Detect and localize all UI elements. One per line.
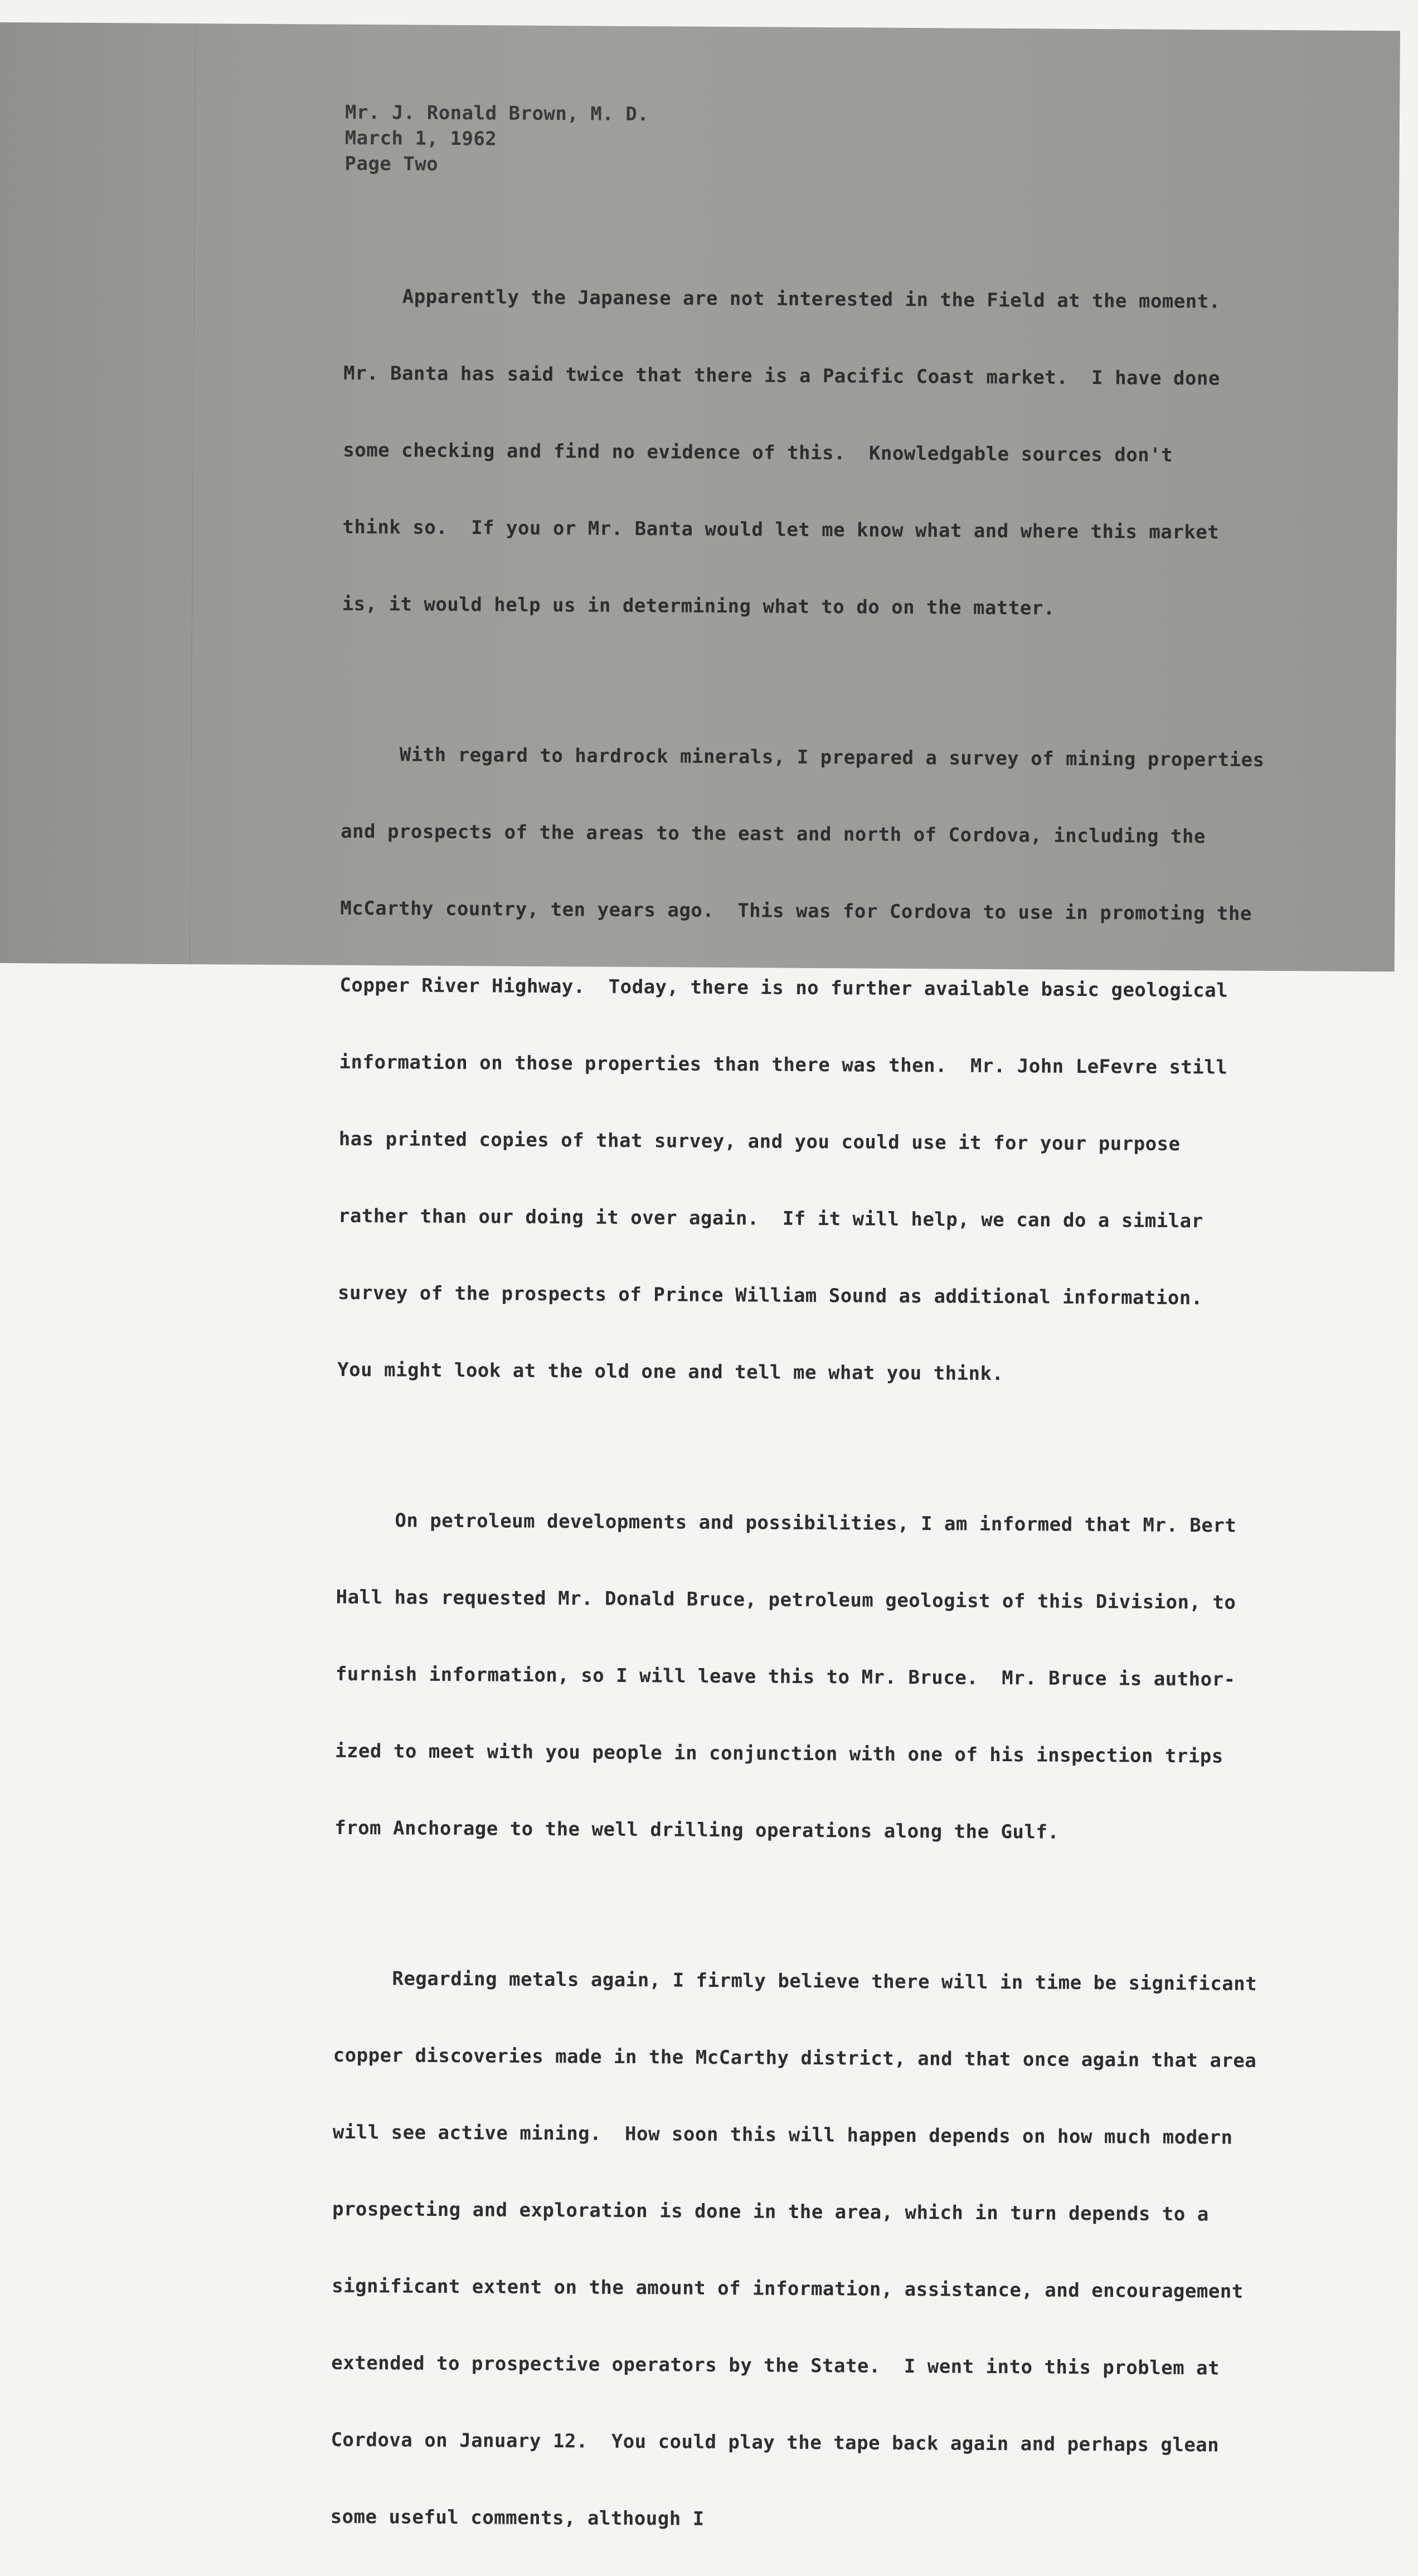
paragraph-japanese-market [342,232,1348,674]
text-line: extended to prospective operators by the State. I went into this problem at [331,2351,1220,2380]
letter-header [344,100,1348,183]
text-line: rather than our doing it over again. If it will help, we can do a similar [338,1204,1203,1233]
text-line: Mr. Banta has said twice that there is a Pacific Coast market. I have done [343,362,1220,390]
text-line: from Anchorage to the well drilling operations along the Gulf. [334,1816,1060,1844]
recipient-line: Mr. J. Ronald Brown, M. D. [344,101,649,126]
text-line: On petroleum developments and possibilities, I am informed that Mr. Bert [336,1509,1237,1537]
text-line: think so. If you or Mr. Banta would let me know what and where this market [342,516,1220,544]
text-line: will see active mining. How soon this will happen depends on how much modern [332,2121,1233,2149]
page-number-line: Page Two [344,152,439,176]
text-line: has printed copies of that survey, and you could use it for your purpose [338,1127,1181,1155]
text-line: copper discoveries made in the McCarthy district, and that once again that area [333,2044,1257,2072]
text-line: Hall has requested Mr. Donald Bruce, petroleum geologist of this Division, to [336,1586,1236,1614]
text-line: Copper River Highway. Today, there is no further available basic geological [339,974,1228,1002]
text-line: prospecting and exploration is done in the area, which in turn depends to a [332,2198,1209,2226]
paragraph-metals [330,1914,1337,2576]
paragraph-hardrock-minerals [337,691,1345,1440]
text-line: You might look at the old one and tell me what you think. [337,1358,1004,1386]
paragraph-petroleum [334,1456,1341,1898]
text-line: Apparently the Japanese are not interested in the Field at the moment. [343,285,1221,313]
text-line: Cordova on January 12. You could play the tape back again and perhaps glean [331,2428,1220,2457]
text-line: some checking and find no evidence of this. Knowledgable sources don't [343,439,1173,466]
text-line: information on those properties than there was then. Mr. John LeFevre still [339,1051,1228,1079]
text-line: is, it would help us in determining what to do on the matter. [342,592,1055,620]
text-line: With regard to hardrock minerals, I prepared a survey of mining properties [341,743,1265,771]
letter-sheet [0,22,1400,2530]
text-line: Regarding metals again, I firmly believe there will in time be significant [333,1967,1257,1995]
text-line: survey of the prospects of Prince William Sound as additional information. [337,1281,1203,1310]
text-line: significant extent on the amount of information, assistance, and encouragement [332,2274,1244,2303]
text-line: McCarthy country, ten years ago. This was for Cordova to use in promoting the [340,897,1252,925]
text-line: furnish information, so I will leave this to Mr. Bruce. Mr. Bruce is author- [335,1663,1236,1691]
letter-body [330,100,1348,2576]
text-line: and prospects of the areas to the east and north of Cordova, including the [341,820,1206,848]
cut-off-text-line: some useful comments, although I [330,2505,705,2530]
date-line: March 1, 1962 [344,127,497,150]
text-line: ized to meet with you people in conjunction with one of his inspection trips [334,1739,1223,1768]
